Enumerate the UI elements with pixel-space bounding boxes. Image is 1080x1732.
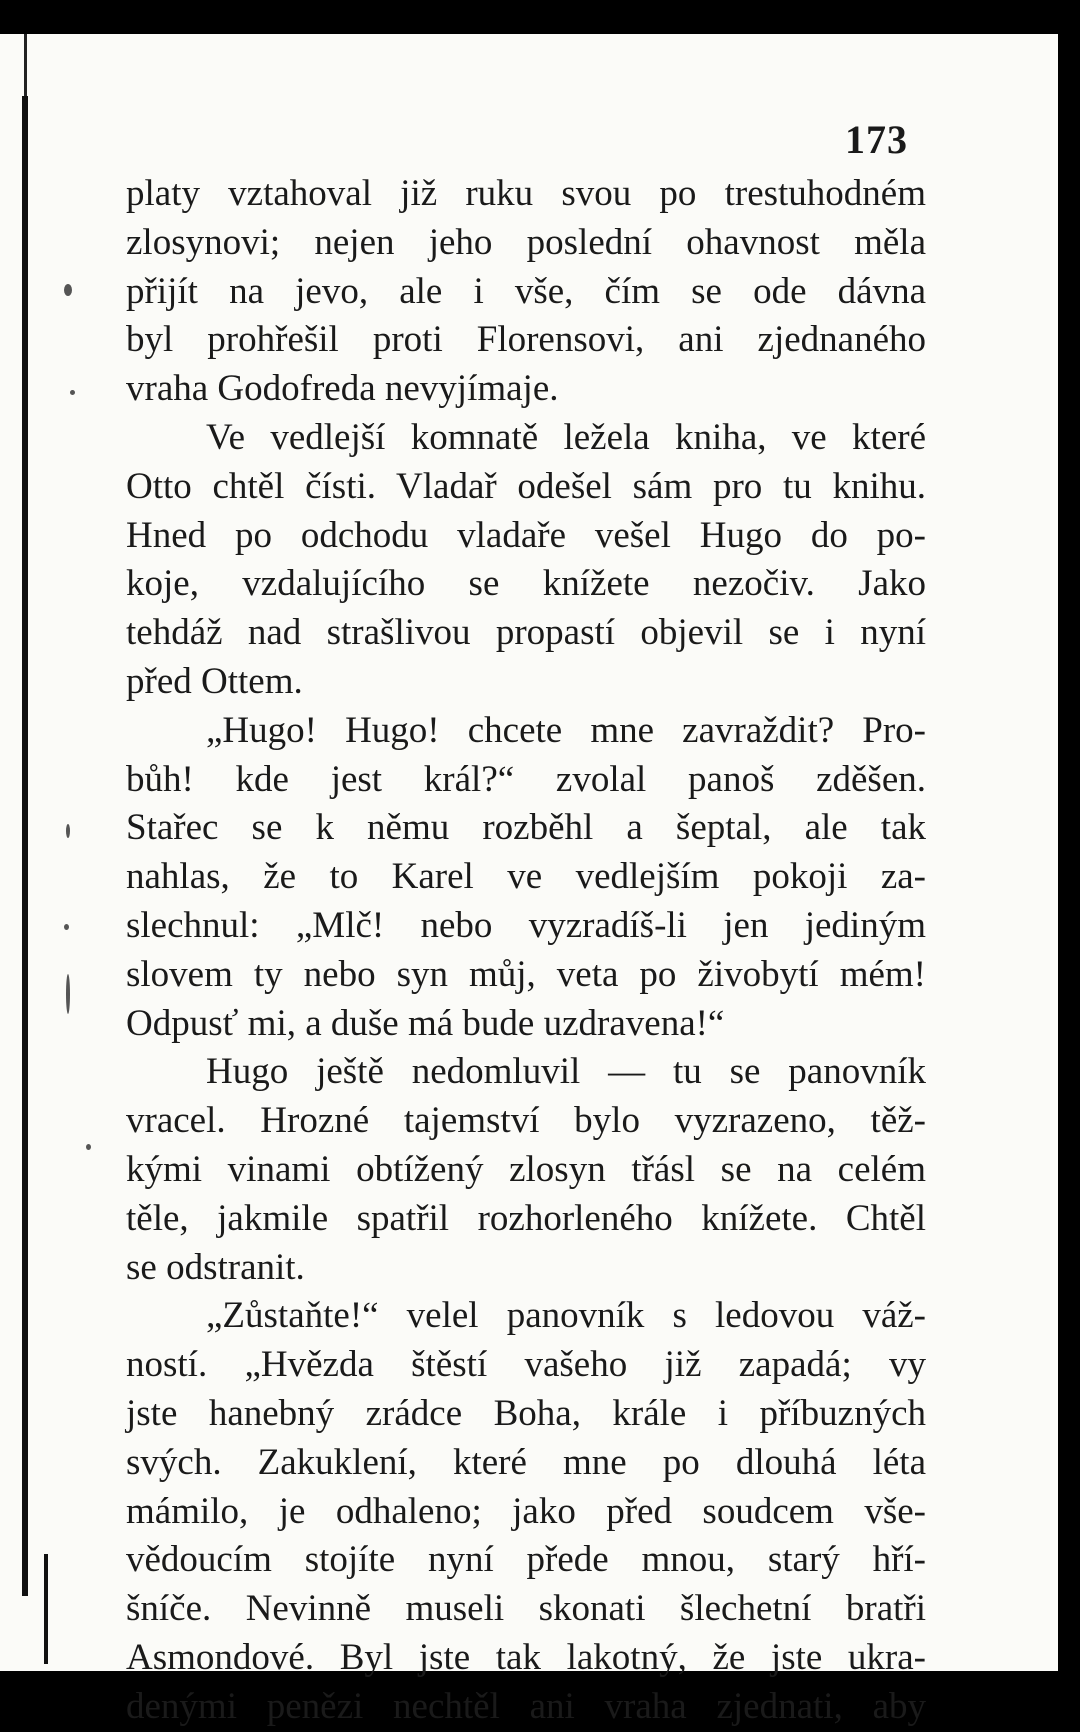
text-line: „Hugo! Hugo! chcete mne zavraždit? Pro- [206,709,926,751]
print-speck [86,1144,91,1150]
book-page [0,34,1058,1727]
text-line: Odpusť mi, a duše má bude uzdravena!“ [126,1002,725,1044]
text-line: se odstranit. [126,1246,305,1288]
text-line: slovem ty nebo syn můj, veta po živobytí mém! [126,953,926,995]
page-number: 173 [845,117,908,162]
print-speck [70,390,75,395]
scan-border [1058,0,1080,1671]
text-line: přijít na jevo, ale i vše, čím se ode dávna [126,270,926,312]
text-line: Asmondové. Byl jste tak lakotný, že jste ukra- [126,1636,926,1678]
print-speck [66,974,70,1014]
text-line: těle, jakmile spatřil rozhorleného knížete. Chtěl [126,1197,926,1239]
text-line: koje, vzdalujícího se knížete nezočiv. Jako [126,563,926,605]
print-speck [66,824,70,838]
text-line: jste hanebný zrádce Boha, krále i příbuzných [126,1392,926,1434]
binding-edge [22,96,28,1596]
text-line: před Ottem. [126,660,303,702]
text-line: zlosynovi; nejen jeho poslední ohavnost měla [126,221,926,263]
binding-edge-bottom [44,1554,48,1664]
text-line: ností. „Hvězda štěstí vašeho již zapadá; vy [126,1344,926,1386]
text-line: svých. Zakuklení, které mne po dlouhá léta [126,1441,926,1483]
text-line: tehdáž nad strašlivou propastí objevil se i nyní [126,612,926,654]
text-line: vědoucím stojíte nyní přede mnou, starý hří- [126,1539,926,1581]
text-line: kými vinami obtížený zlosyn třásl se na celém [126,1148,926,1190]
text-line: Otto chtěl čísti. Vladař odešel sám pro tu knihu. [126,465,926,507]
text-line: Hugo ještě nedomluvil — tu se panovník [206,1051,926,1093]
text-line: platy vztahoval již ruku svou po trestuhodném [126,173,926,214]
text-line: šníče. Nevinně museli skonati šlechetní bratři [126,1588,926,1630]
text-line: Ve vedlejší komnatě ležela kniha, ve které [206,416,926,458]
text-line: nahlas, že to Karel ve vedlejším pokoji za- [126,856,926,898]
text-line: byl prohřešil proti Florensovi, ani zjednaného [126,319,926,361]
text-line: vracel. Hrozné tajemství bylo vyzrazeno, těž- [126,1100,926,1142]
text-line: Stařec se k němu rozběhl a šeptal, ale tak [126,807,926,849]
text-line: mámilo, je odhaleno; jako před soudcem vše- [126,1490,926,1532]
text-line: „Zůstaňte!“ velel panovník s ledovou váž- [206,1295,926,1337]
text-line: denými penězi nechtěl ani vraha zjednati, aby [126,1685,926,1727]
body-text [126,170,926,1732]
binding-edge-top [24,34,27,104]
text-line: vraha Godofreda nevyjímaje. [126,368,559,410]
print-speck [64,284,72,296]
text-line: bůh! kde jest král?“ zvolal panoš zděšen. [126,758,926,800]
text-line: slechnul: „Mlč! nebo vyzradíš-li jen jediným [126,904,926,946]
print-speck [64,924,69,930]
text-line: Hned po odchodu vladaře vešel Hugo do po- [126,514,926,556]
